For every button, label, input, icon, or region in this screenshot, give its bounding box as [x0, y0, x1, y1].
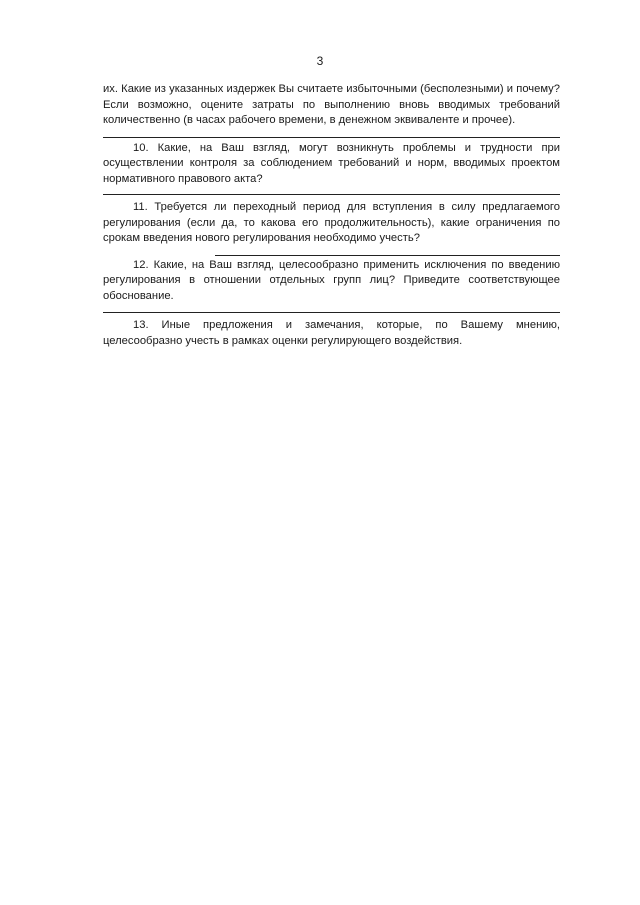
- answer-line: [103, 312, 560, 313]
- answer-line: [103, 137, 560, 138]
- document-body: [103, 82, 560, 349]
- paragraph-costs-continuation: их. Какие из указанных издержек Вы считаете избыточными (бесполезными) и почему? Если возможно, оцените затраты по выполнению вновь вводимых требований количественно (в часах рабочего времени, в денежном эквиваленте и прочее).: [103, 83, 560, 126]
- answer-line: [103, 194, 560, 195]
- page-number: 3: [316, 54, 324, 68]
- question-11: 11. Требуется ли переходный период для вступления в силу предлагаемого регулирования (если да, то какова его продолжительность), какие ограничения по срокам введения нового регулирования необходимо учесть?: [103, 201, 560, 244]
- question-10: 10. Какие, на Ваш взгляд, могут возникнуть проблемы и трудности при осуществлении контроля за соблюдением требований и норм, вводимых проектом нормативного правового акта?: [103, 141, 560, 185]
- answer-line: [215, 255, 560, 256]
- question-13: 13. Иные предложения и замечания, которые, по Вашему мнению, целесообразно учесть в рамках оценки регулирующего воздействия.: [103, 319, 560, 347]
- question-12: 12. Какие, на Ваш взгляд, целесообразно применить исключения по введению регулирования в отношении отдельных групп лиц? Приведите соответствующее обоснование.: [103, 258, 560, 302]
